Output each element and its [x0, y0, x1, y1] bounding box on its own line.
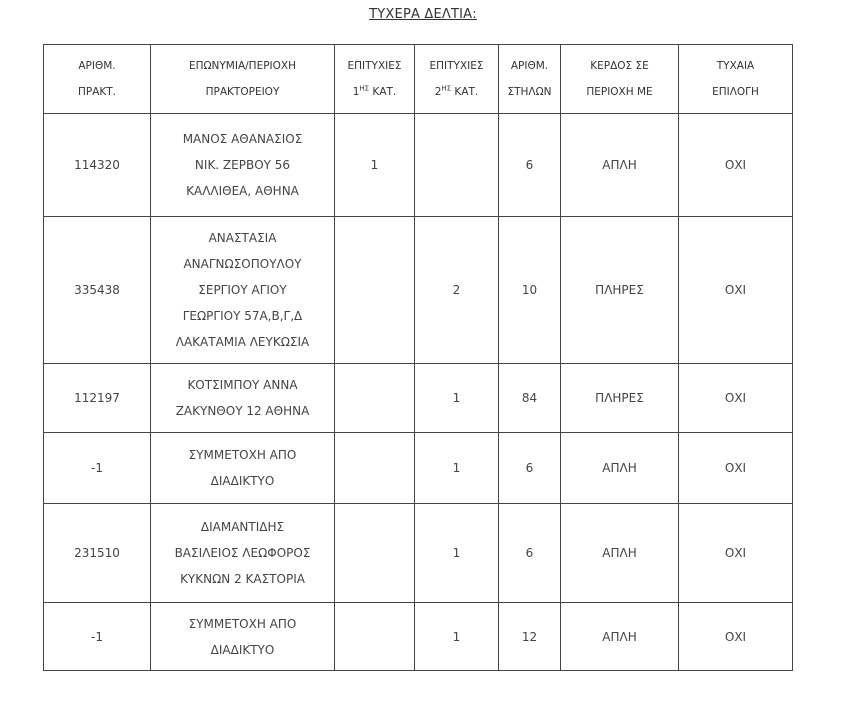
- table-row: [44, 603, 793, 671]
- random-cell: ΟΧΙ: [679, 504, 793, 603]
- header-agent-name: ΕΠΩΝΥΜΙΑ/ΠΕΡΙΟΧΗ ΠΡΑΚΤΟΡΕΙΟΥ: [151, 45, 335, 114]
- columns-cell: 6: [499, 504, 561, 603]
- agent-name-cell: ΣΥΜΜΕΤΟΧΗ ΑΠΟ ΔΙΑΔΙΚΤΥΟ: [151, 433, 335, 504]
- agent-no-cell: 112197: [44, 364, 151, 433]
- wins-cat1-cell: [335, 364, 415, 433]
- profit-cell: ΠΛΗΡΕΣ: [561, 364, 679, 433]
- winning-tickets-table: [43, 44, 793, 671]
- columns-cell: 84: [499, 364, 561, 433]
- agent-name-cell: ΔΙΑΜΑΝΤΙΔΗΣ ΒΑΣΙΛΕΙΟΣ ΛΕΩΦΟΡΟΣ ΚΥΚΝΩΝ 2 ΚΑΣΤΟΡΙΑ: [151, 504, 335, 603]
- header-columns: ΑΡΙΘΜ. ΣΤΗΛΩΝ: [499, 45, 561, 114]
- random-cell: ΟΧΙ: [679, 433, 793, 504]
- agent-no-cell: 114320: [44, 114, 151, 217]
- wins-cat2-cell: 1: [415, 603, 499, 671]
- page-title: ΤΥΧΕΡΑ ΔΕΛΤΙΑ:: [369, 7, 477, 22]
- profit-cell: ΠΛΗΡΕΣ: [561, 217, 679, 364]
- wins-cat1-cell: [335, 217, 415, 364]
- profit-cell: ΑΠΛΗ: [561, 603, 679, 671]
- agent-name-cell: ΜΑΝΟΣ ΑΘΑΝΑΣΙΟΣ ΝΙΚ. ΖΕΡΒΟΥ 56 ΚΑΛΛΙΘΕΑ, ΑΘΗΝΑ: [151, 114, 335, 217]
- header-profit: ΚΕΡΔΟΣ ΣΕ ΠΕΡΙΟΧΗ ΜΕ: [561, 45, 679, 114]
- wins-cat1-cell: [335, 504, 415, 603]
- profit-cell: ΑΠΛΗ: [561, 433, 679, 504]
- random-cell: ΟΧΙ: [679, 217, 793, 364]
- random-cell: ΟΧΙ: [679, 603, 793, 671]
- agent-name-cell: ΚΟΤΣΙΜΠΟΥ ΑΝΝΑ ΖΑΚΥΝΘΟΥ 12 ΑΘΗΝΑ: [151, 364, 335, 433]
- table-row: [44, 114, 793, 217]
- header-wins-cat1: ΕΠΙΤΥΧΙΕΣ $1^{H\Sigma}$ ΚΑΤ.: [335, 45, 415, 114]
- wins-cat2-cell: [415, 114, 499, 217]
- columns-cell: 10: [499, 217, 561, 364]
- header-agent-no: ΑΡΙΘΜ. ΠΡΑΚΤ.: [44, 45, 151, 114]
- random-cell: ΟΧΙ: [679, 114, 793, 217]
- profit-cell: ΑΠΛΗ: [561, 504, 679, 603]
- wins-cat2-cell: 2: [415, 217, 499, 364]
- columns-cell: 6: [499, 433, 561, 504]
- table-row: [44, 433, 793, 504]
- wins-cat2-cell: 1: [415, 364, 499, 433]
- table-row: [44, 217, 793, 364]
- agent-name-cell: ΣΥΜΜΕΤΟΧΗ ΑΠΟ ΔΙΑΔΙΚΤΥΟ: [151, 603, 335, 671]
- table-row: [44, 504, 793, 603]
- header-wins-cat2: ΕΠΙΤΥΧΙΕΣ $2^{H\Sigma}$ ΚΑΤ.: [415, 45, 499, 114]
- header-random: ΤΥΧΑΙΑ ΕΠΙΛΟΓΗ: [679, 45, 793, 114]
- wins-cat1-cell: [335, 603, 415, 671]
- wins-cat1-cell: [335, 433, 415, 504]
- agent-no-cell: 335438: [44, 217, 151, 364]
- columns-cell: 12: [499, 603, 561, 671]
- agent-no-cell: -1: [44, 433, 151, 504]
- table-header-row: [44, 45, 793, 114]
- agent-name-cell: ΑΝΑΣΤΑΣΙΑ ΑΝΑΓΝΩΣΟΠΟΥΛΟΥ ΣΕΡΓΙΟΥ ΑΓΙΟΥ ΓΕΩΡΓΙΟΥ 57Α,Β,Γ,Δ ΛΑΚΑΤΑΜΙΑ ΛΕΥΚΩΣΙΑ: [151, 217, 335, 364]
- wins-cat2-cell: 1: [415, 504, 499, 603]
- wins-cat1-cell: 1: [335, 114, 415, 217]
- agent-no-cell: -1: [44, 603, 151, 671]
- table-row: [44, 364, 793, 433]
- random-cell: ΟΧΙ: [679, 364, 793, 433]
- wins-cat2-cell: 1: [415, 433, 499, 504]
- profit-cell: ΑΠΛΗ: [561, 114, 679, 217]
- columns-cell: 6: [499, 114, 561, 217]
- agent-no-cell: 231510: [44, 504, 151, 603]
